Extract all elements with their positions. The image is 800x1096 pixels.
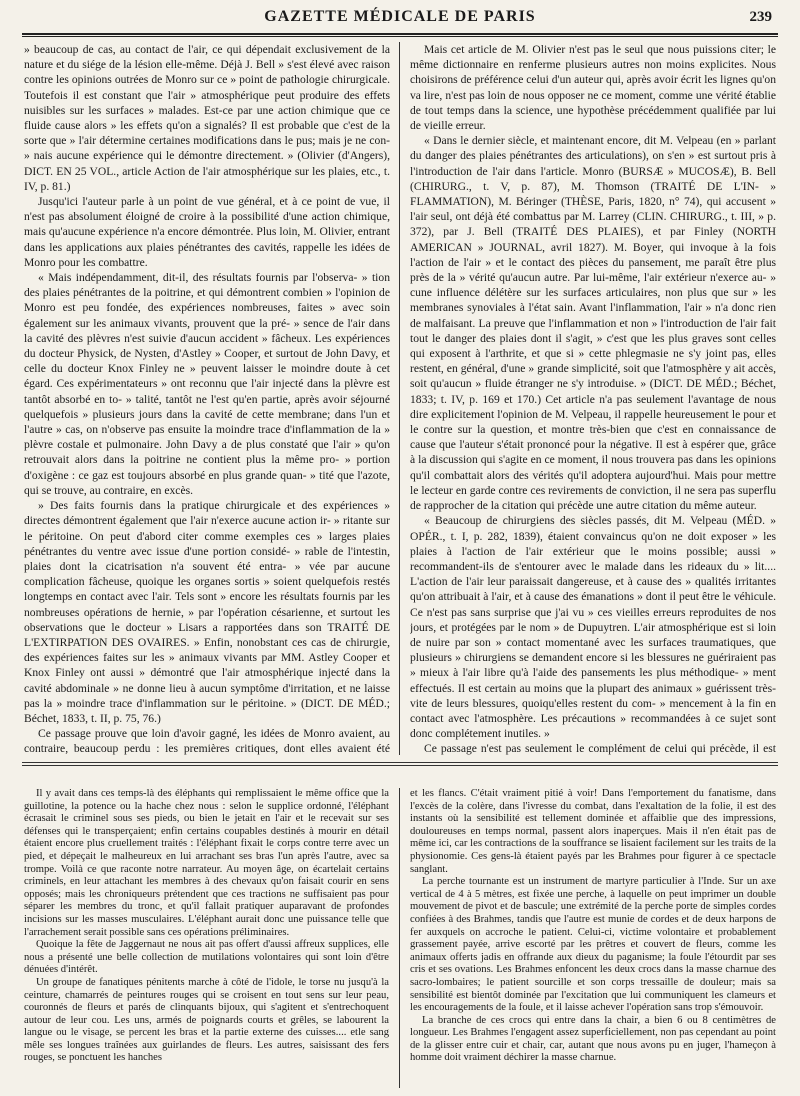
feuilleton-rule	[22, 762, 778, 763]
page-number: 239	[749, 9, 772, 25]
main-left-column	[24, 42, 390, 757]
paragraph: et les flancs. C'était vraiment pitié à voir! Dans l'emportement du fanatisme, dans l'excès de la colère, dans l'ivresse du combat, dans l'exaltation de la folie, il est des instants où la sensibilité est tellement dominée et affaiblie que des impressions, douloureuses en temps normal, passent alors inaperçues. Mais il n'en était pas de même ici, car les contractions de la souffrance se lisaient facilement sur les traits de la physionomie. Ces gens-là étaient payés par les Brahmes pour figurer à ce spectacle sanglant.	[410, 788, 776, 875]
paragraph: Mais cet article de M. Olivier n'est pas le seul que nous puissions citer; le même dictionnaire en renferme plusieurs autres non moins explicites. Nous choisirons de préférence celui d'un auteur qui, après avoir écrit les lignes qu'on va lire, n'est pas loin de nous opposer ne ce moment, comme une vérité établie de tout temps dans la science, une hypothèse précédemment qualifiée par lui de vieille erreur.	[410, 43, 776, 133]
paragraph: Il y avait dans ces temps-là des éléphants qui remplissaient le même office que la guillotine, la potence ou la hache chez nous : selon le supplice ordonné, l'éléphant écrasait le criminel sous ses pieds, ou bien le jetait en l'air et le recevait sur ses défenses qui le transperçaient; enfin certains coupables destinés à mourir en détail étaient encore plus cruellement traités : l'éléphant fixait le corps contre terre avec un pied, et dépeçait le malheureux en lui arrachant ses bras l'un après l'autre, avec sa trompe. Voilà ce que raconte notre narrateur. Au moyen âge, on écartelait certains criminels, en leur attachant les membres à des chevaux qu'on faisait courir en sens opposés; mais les chroniqueurs prétendent que ces tractions ne suffisaient pas pour séparer les membres du tronc, et qu'il fallait pratiquer auparavant de profondes incisions sur les masses musculaires. L'éléphant aurait donc une puissance telle que l'arrachement serait possible sans ces opérations préliminaires.	[24, 788, 389, 938]
paragraph: Jusqu'ici l'auteur parle à un point de vue général, et à ce point de vue, il n'est pas absolument éloigné de croire à la possibilité d'une action chimique, mais qu'aucune expérience n'a encore démontrée. Plus loin, M. Olivier, entrant dans les applications aux plaies pénétrantes des cavités, rappelle les idées de Monro pour les combattre.	[24, 195, 390, 269]
column-divider	[399, 42, 400, 755]
paragraph: La branche de ces crocs qui entre dans la chair, a bien 6 ou 8 centimètres de longueur. Les Brahmes l'engagent assez superficiellement, non pas cependant au point de la glisser entre cuir et chair, car, autant que nous avons pu en juger, l'hameçon à homme doit vraiment déchirer la masse charnue.	[410, 1014, 776, 1064]
feuilleton-right-column	[410, 788, 776, 1090]
feuilleton-column-divider	[399, 788, 400, 1088]
paragraph: « Mais indépendamment, dit-il, des résultats fournis par l'observa- » tion des plaies pénétrantes de la poitrine, et qui démontrent combien » l'opinion de Monro est peu fondée, des expériences nombreuses, faites » avec soin également sur les animaux vivants, prouvent que la pré- » sence de l'air dans la cavité des plèvres n'est suivie d'aucun accident » fâcheux. Les expériences du docteur Physick, de Nysten, d'Astley » Cooper, et surtout de John Davy, et celle du docteur Knox Finley ne » peuvent laisser le moindre doute à cet égard. Ces expérimentateurs » ont reconnu que l'air injecté dans la plèvre est tantôt absorbé en to- » talité, tantôt ne l'est qu'en partie, après avoir séjourné quelquefois » plusieurs jours dans la cavité de cette membrane; dans l'un et l'autre » cas, on n'observe pas ensuite la moindre trace d'inflammation de la » plèvre costale et pulmonaire. John Davy a de plus constaté que l'air » qu'on retrouvait alors dans la poitrine ne contient plus la même pro- » portion d'oxigène : ce gaz est toujours absorbé en plus grande quan- » tité que l'azote, qui se trouve, au contraire, en excès.	[24, 271, 390, 497]
paragraph: Un groupe de fanatiques pénitents marche à côté de l'idole, le torse nu jusqu'à la ceinture, chamarrés de peintures rouges qui se croisent en tout sens sur leur peau, couronnés de fleurs et parés de clinquants bijoux, qui s'agitent et s'entrechoquent autour de leur cou. Les uns, armés de poignards courts et grêles, se labourent la langue ou le visage, se percent les bras et la partie externe des cuisses.... etle sang mêle ses longues traînées aux guirlandes de fleurs. Les autres, saisissant des fers rouges, se ponctuent les hanches	[24, 976, 389, 1064]
header-rule-thin	[22, 36, 778, 37]
header-rule	[22, 33, 778, 35]
main-right-column	[410, 42, 776, 757]
paragraph: Quoique la fête de Jaggernaut ne nous ait pas offert d'aussi affreux supplices, elle nous a présenté une belle collection de mutilations volontaires qui sont loin d'être dénuées d'intérêt.	[24, 939, 389, 976]
feuilleton-rule-thin	[22, 765, 778, 766]
feuilleton-left-column	[24, 788, 389, 1090]
paragraph: Ce passage n'est pas seulement le complément de celui qui précède, il est	[424, 742, 776, 756]
journal-title: GAZETTE MÉDICALE DE PARIS	[264, 8, 536, 25]
paragraph: » beaucoup de cas, au contact de l'air, ce qui dépendait exclusivement de la nature et du siége de la lésion elle-même. Déjà J. Bell » s'est élevé avec raison contre les opinions outrées de Monro sur ce » point de pathologie chirurgicale. Toutefois il est constant que l'air » atmosphérique peut produire des effets nuisibles sur les surfaces » malades. Est-ce par une action chimique que ce fluide cause alors » les effets qu'on a signalés? Il est probable que c'est de la sorte que » l'air détermine certaines modifications dans le pus; mais je ne con- » nais aucune expérience qui le démontre directement. » (Olivier (d'Angers), DICT. EN 25 VOL., article Action de l'air atmosphérique sur les plaies, etc., t. IV, p. 81.)	[24, 43, 390, 193]
paragraph: « Beaucoup de chirurgiens des siècles passés, dit M. Velpeau (MÉD. » OPÉR., t. I, p. 282, 1839), étaient convaincus qu'on ne doit exposer » les plaies à l'action de l'air extérieur que le moins possible; aussi » recommandent-ils de s'entourer avec le malade dans les rideaux du » lit.... L'action de l'air leur paraissait dangereuse, et à cause des » qualités irritantes qu'on attribuait à l'air, et à cause des émanations » dont il peut être le véhicule. Ce n'est pas sans surprise que j'ai vu » ces vieilles erreurs reproduites de nos jours, et protégées par le nom » de Dupuytren. L'air atmosphérique est si loin de nuire par son » contact momentané avec les surfaces traumatiques, que plusieurs » chirurgiens se demandent encore si les blessures ne guériraient pas » mieux à l'air libre qu'à l'aide des pansements les plus méthodique- » ment effectués. Il est certain au moins que la plupart des animaux » guérissent très-vite de leurs blessures, quoiqu'elles restent du com- » mencement à la fin en contact avec l'atmosphère. Les précautions » recommandées à ce sujet sont donc complétement inutiles. »	[410, 514, 776, 741]
paragraph: « Dans le dernier siècle, et maintenant encore, dit M. Velpeau (en » parlant du danger des plaies pénétrantes des articulations), on s'en » est surtout pris à l'introduction de l'air dans l'article. Monro (BURSÆ » MUCOSÆ), B. Bell (CHIRURG., t. V, p. 87), M. Thomson (TRAITÉ DE L'IN- » FLAMMATION), M. Béringer (THÈSE, Paris, 1820, n° 74), qui accusent » l'air seul, ont déjà été combattus par M. Larrey (CLIN. CHIRURG., t. III, » p. 372), par J. Bell (TRAITÉ DES PLAIES), et par Finley (NORTH AMERICAN » JOURNAL, avril 1827). M. Boyer, qui invoque à la fois l'action de l'air » et le contact des pièces du pansement, me paraît être plus près de la » vérité qu'aucun autre. Par lui-même, l'air extérieur n'exerce au- » cune influence délétère sur les surfaces articulaires, non plus que sur » les membranes synoviales à l'état sain. Avant l'inflammation, l'air » n'a donc rien de malfaisant. La preuve que l'inflammation et non » l'introduction de l'air fait tout le danger des plaies dont il s'agit, » c'est que les plus graves sont celles qui exposent à l'arthrite, et que si » cette phlegmasie ne s'y joint pas, elles restent, en général, d'une » grande simplicité, soit que l'atmosphère y ait accès, soit qu'aucun » fluide étranger ne s'y introduise. » (DICT. DE MÉD.; Béchet, 1833; t. IV, p. 169 et 170.) Cet article n'a pas seulement l'avantage de nous dire explicitement l'opinion de M. Velpeau, il rappelle heureusement le pour et le contre sur la question, et montre très-bien que c'est en connaissance de cause que l'auteur s'était prononcé pour la négative. Il est à espérer que, grâce à la discussion qui s'agite en ce moment, il nous trouvera pas dans les opinions qu'il combattait alors des vérités qu'il adoptera aujourd'hui. Mais pour mettre le lecteur en garde contre ces revirements de conviction, il ne sera pas superflu de rapprocher de la citation qui précède une autre citation du même auteur.	[410, 134, 776, 513]
page-header	[22, 6, 778, 32]
paragraph: La perche tournante est un instrument de martyre particulier à l'Inde. Sur un axe vertical de 4 à 5 mètres, est fixée une perche, à laquelle on peut imprimer un double mouvement de pivot et de bascule; une extrémité de la perche porte de simples cordes confiées à des Brahmes, tandis que l'autre est munie de cordes et de deux harpons de fer auxquels on accroche le patient. Celui-ci, victime volontaire et probablement grassement payée, arrive escorté par les prêtres et couvert de fleurs, comme les animaux offerts jadis en offrande aux dieux du paganisme; la foule l'étourdit par ses cris et ses ovations. Les Brahmes enfoncent les deux crocs dans la masse charnue des sacro-lombaires; le patient sourcille et son corps tressaille de douleur; mais sa sensibilité est bientôt dominée par l'excitation que lui communiquent les clameurs et les encouragements de la foule, et il laisse achever l'opération sans trop s'émouvoir.	[410, 876, 776, 1014]
paragraph: Ce passage prouve que loin d'avoir gagné, les idées de Monro avaient, au contraire, beaucoup perdu : les premières critiques, dont elles avaient été	[24, 727, 390, 756]
paragraph: » Des faits fournis dans la pratique chirurgicale et des expériences » directes démontrent également que l'air n'exerce aucune action ir- » ritante sur le péritoine. On peut d'abord citer comme exemples ces » larges plaies pénétrantes du ventre avec issue d'une portion considé- » rable de l'intestin, plaies dont la cicatrisation n'a souvent été entra- » vée par aucune complication fâcheuse, quoique les organes sortis » soient quelquefois restés longtemps en contact avec l'air. Tels sont » encore les résultats fournis par les nombreuses opérations de hernie, » par l'opération césarienne, et surtout les observations que le docteur » Lisars a rapportées dans son TRAITÉ DE L'EXTIRPATION DES OVAIRES. » Enfin, nonobstant ces cas de chirurgie, des expériences faites sur les » animaux vivants par MM. Astley Cooper et Knox Finley ont aussi » démontré que l'air atmosphérique injecté dans la cavité abdominale » ne donne lieu à aucun symptôme d'irritation, et ne laisse pas la » moindre trace d'inflammation sur le péritoine. » (DICT. DE MÉD.; Béchet, 1833, t. II, p. 75, 76.)	[24, 499, 390, 725]
